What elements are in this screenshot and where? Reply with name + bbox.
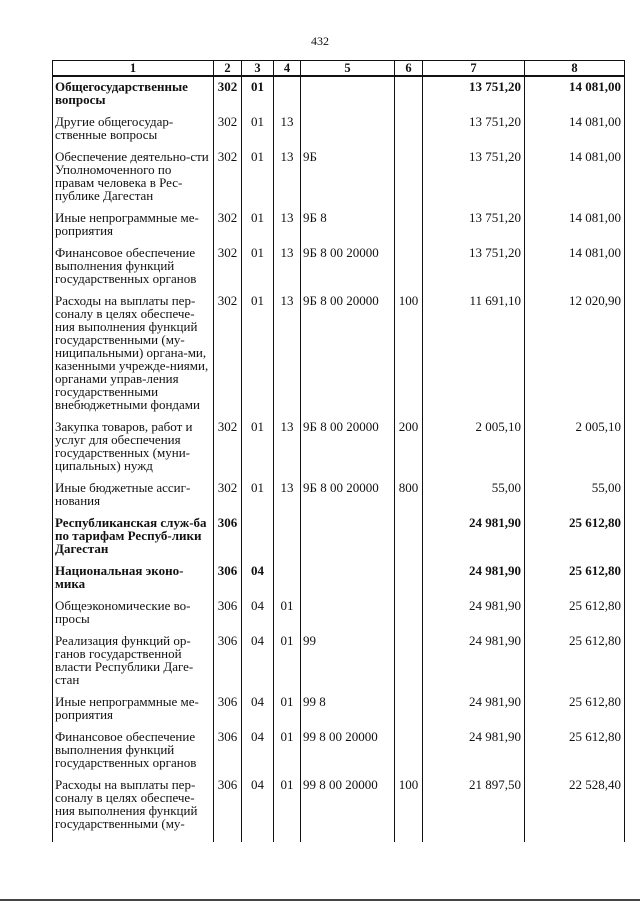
bottom-rule	[0, 899, 640, 901]
target-article-cell: 9Б 8 00 20000	[301, 478, 395, 513]
expense-type-cell: 800	[395, 478, 423, 513]
admin-code-cell: 302	[214, 291, 242, 417]
subsection-cell: 13	[274, 208, 301, 243]
subsection-cell: 13	[274, 478, 301, 513]
admin-code-cell: 302	[214, 208, 242, 243]
amount-year2-cell: 22 528,40	[525, 775, 625, 842]
name-cell: Иные непрограммные ме-роприятия	[53, 208, 214, 243]
section-cell: 01	[242, 76, 274, 112]
target-article-cell: 99 8 00 20000	[301, 727, 395, 775]
header-cell: 7	[423, 61, 525, 77]
subsection-cell	[274, 513, 301, 561]
name-cell: Республиканская служ-ба по тарифам Респуб-лики Дагестан	[53, 513, 214, 561]
expense-type-cell	[395, 243, 423, 291]
target-article-cell: 9Б 8	[301, 208, 395, 243]
target-article-cell: 9Б 8 00 20000	[301, 243, 395, 291]
section-cell: 04	[242, 727, 274, 775]
subsection-cell	[274, 76, 301, 112]
name-cell: Общеэкономические во-просы	[53, 596, 214, 631]
table-row	[53, 727, 625, 775]
admin-code-cell: 306	[214, 513, 242, 561]
name-cell: Финансовое обеспечение выполнения функций государственных органов	[53, 243, 214, 291]
name-cell: Национальная эконо-мика	[53, 561, 214, 596]
section-cell: 01	[242, 147, 274, 208]
header-cell: 1	[53, 61, 214, 77]
name-cell: Обеспечение деятельно-сти Уполномоченного по правам человека в Рес-публике Дагестан	[53, 147, 214, 208]
admin-code-cell: 306	[214, 596, 242, 631]
admin-code-cell: 306	[214, 631, 242, 692]
expense-type-cell	[395, 112, 423, 147]
admin-code-cell: 302	[214, 147, 242, 208]
expense-type-cell	[395, 513, 423, 561]
section-cell: 04	[242, 561, 274, 596]
table-row	[53, 291, 625, 417]
admin-code-cell: 306	[214, 561, 242, 596]
expense-type-cell	[395, 727, 423, 775]
subsection-cell: 01	[274, 631, 301, 692]
table-row	[53, 147, 625, 208]
amount-year2-cell: 25 612,80	[525, 727, 625, 775]
header-cell: 3	[242, 61, 274, 77]
subsection-cell: 13	[274, 147, 301, 208]
target-article-cell	[301, 561, 395, 596]
name-cell: Расходы на выплаты пер-соналу в целях обеспече-ния выполнения функций государственными (му-ниципальными) органа-ми, казенными учрежде-ниями, органами управ-ления государственными внебюджетными фондами	[53, 291, 214, 417]
target-article-cell: 9Б 8 00 20000	[301, 417, 395, 478]
table-row	[53, 631, 625, 692]
section-cell: 04	[242, 692, 274, 727]
table-row	[53, 596, 625, 631]
section-cell: 01	[242, 208, 274, 243]
amount-year1-cell: 2 005,10	[423, 417, 525, 478]
amount-year2-cell: 55,00	[525, 478, 625, 513]
admin-code-cell: 306	[214, 775, 242, 842]
subsection-cell: 01	[274, 596, 301, 631]
target-article-cell	[301, 513, 395, 561]
target-article-cell	[301, 112, 395, 147]
admin-code-cell: 302	[214, 112, 242, 147]
name-cell: Общегосударственные вопросы	[53, 76, 214, 112]
section-cell	[242, 513, 274, 561]
header-cell: 8	[525, 61, 625, 77]
amount-year1-cell: 24 981,90	[423, 631, 525, 692]
admin-code-cell: 306	[214, 692, 242, 727]
amount-year2-cell: 25 612,80	[525, 513, 625, 561]
budget-table	[52, 60, 625, 842]
admin-code-cell: 302	[214, 417, 242, 478]
name-cell: Реализация функций ор-ганов государственной власти Республики Даге-стан	[53, 631, 214, 692]
section-cell: 04	[242, 631, 274, 692]
subsection-cell: 13	[274, 112, 301, 147]
expense-type-cell: 200	[395, 417, 423, 478]
table-row	[53, 112, 625, 147]
header-cell: 2	[214, 61, 242, 77]
amount-year1-cell: 24 981,90	[423, 561, 525, 596]
subsection-cell	[274, 561, 301, 596]
table-row	[53, 417, 625, 478]
amount-year2-cell: 25 612,80	[525, 596, 625, 631]
expense-type-cell	[395, 208, 423, 243]
section-cell: 04	[242, 596, 274, 631]
name-cell: Другие общегосудар-ственные вопросы	[53, 112, 214, 147]
section-cell: 01	[242, 112, 274, 147]
table-row	[53, 243, 625, 291]
amount-year2-cell: 14 081,00	[525, 112, 625, 147]
target-article-cell: 9Б 8 00 20000	[301, 291, 395, 417]
admin-code-cell: 302	[214, 76, 242, 112]
amount-year2-cell: 14 081,00	[525, 243, 625, 291]
amount-year1-cell: 13 751,20	[423, 243, 525, 291]
target-article-cell: 99	[301, 631, 395, 692]
subsection-cell: 01	[274, 775, 301, 842]
amount-year1-cell: 11 691,10	[423, 291, 525, 417]
table-row	[53, 208, 625, 243]
header-cell: 4	[274, 61, 301, 77]
header-cell: 6	[395, 61, 423, 77]
section-cell: 01	[242, 243, 274, 291]
subsection-cell: 13	[274, 291, 301, 417]
section-cell: 01	[242, 291, 274, 417]
header-row	[53, 61, 625, 77]
amount-year1-cell: 24 981,90	[423, 727, 525, 775]
expense-type-cell: 100	[395, 291, 423, 417]
table-row	[53, 692, 625, 727]
amount-year1-cell: 13 751,20	[423, 112, 525, 147]
name-cell: Закупка товаров, работ и услуг для обеспечения государственных (муни-ципальных) нужд	[53, 417, 214, 478]
subsection-cell: 13	[274, 243, 301, 291]
amount-year2-cell: 14 081,00	[525, 76, 625, 112]
target-article-cell	[301, 596, 395, 631]
amount-year2-cell: 12 020,90	[525, 291, 625, 417]
subsection-cell: 13	[274, 417, 301, 478]
amount-year1-cell: 13 751,20	[423, 208, 525, 243]
table-row	[53, 513, 625, 561]
amount-year1-cell: 24 981,90	[423, 692, 525, 727]
subsection-cell: 01	[274, 727, 301, 775]
table-row	[53, 775, 625, 842]
expense-type-cell: 100	[395, 775, 423, 842]
amount-year1-cell: 55,00	[423, 478, 525, 513]
name-cell: Иные непрограммные ме-роприятия	[53, 692, 214, 727]
amount-year2-cell: 14 081,00	[525, 147, 625, 208]
amount-year1-cell: 24 981,90	[423, 513, 525, 561]
header-cell: 5	[301, 61, 395, 77]
name-cell: Иные бюджетные ассиг-нования	[53, 478, 214, 513]
amount-year2-cell: 25 612,80	[525, 631, 625, 692]
target-article-cell: 99 8 00 20000	[301, 775, 395, 842]
amount-year2-cell: 25 612,80	[525, 561, 625, 596]
target-article-cell: 99 8	[301, 692, 395, 727]
target-article-cell: 9Б	[301, 147, 395, 208]
subsection-cell: 01	[274, 692, 301, 727]
expense-type-cell	[395, 147, 423, 208]
page-number: 432	[311, 34, 329, 48]
expense-type-cell	[395, 561, 423, 596]
table-row	[53, 76, 625, 112]
section-cell: 01	[242, 478, 274, 513]
section-cell: 04	[242, 775, 274, 842]
admin-code-cell: 302	[214, 478, 242, 513]
admin-code-cell: 306	[214, 727, 242, 775]
name-cell: Расходы на выплаты пер-соналу в целях обеспече-ния выполнения функций государственными (му-	[53, 775, 214, 842]
amount-year1-cell: 13 751,20	[423, 147, 525, 208]
expense-type-cell	[395, 631, 423, 692]
table-row	[53, 561, 625, 596]
expense-type-cell	[395, 692, 423, 727]
amount-year1-cell: 24 981,90	[423, 596, 525, 631]
target-article-cell	[301, 76, 395, 112]
amount-year2-cell: 25 612,80	[525, 692, 625, 727]
admin-code-cell: 302	[214, 243, 242, 291]
amount-year2-cell: 2 005,10	[525, 417, 625, 478]
section-cell: 01	[242, 417, 274, 478]
amount-year2-cell: 14 081,00	[525, 208, 625, 243]
name-cell: Финансовое обеспечение выполнения функций государственных органов	[53, 727, 214, 775]
amount-year1-cell: 21 897,50	[423, 775, 525, 842]
expense-type-cell	[395, 76, 423, 112]
expense-type-cell	[395, 596, 423, 631]
table-row	[53, 478, 625, 513]
amount-year1-cell: 13 751,20	[423, 76, 525, 112]
